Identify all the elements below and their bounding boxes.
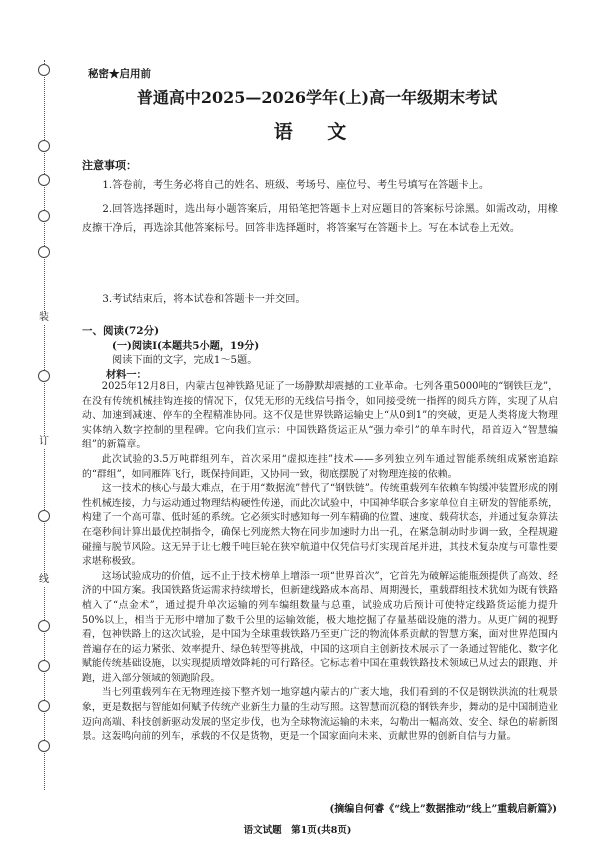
binding-label-xian: 线 <box>39 574 49 585</box>
article-paragraph: 当七列重载列车在无物理连接下整齐划一地穿越内蒙古的广袤大地，我们看到的不仅是钢铁洪流的壮观景象，更是数据与智能如何赋予传统产业新生力量的生动写照。这智慧而沉稳的钢铁奔步，舞动的是中国制造业迈向高端、科技创新驱动发展的坚定步伐，也为全球物流运输的未来，勾勒出一幅高效、安全、绿色的崭新图景。这轰鸣向前的列车，承载的不仅是货物，更是一个国家面向未来、贡献世界的创新自信与力量。 <box>82 687 558 743</box>
binding-hole <box>38 370 50 382</box>
reading-instruction: 阅读下面的文字，完成1～5题。 <box>112 355 258 366</box>
binding-hole <box>38 700 50 712</box>
binding-hole <box>38 740 50 752</box>
binding-margin <box>0 0 62 841</box>
article-body <box>82 380 558 745</box>
notice-item <box>82 176 558 195</box>
secret-mark: 秘密★启用前 <box>88 68 151 80</box>
notice-item <box>82 290 558 309</box>
subject-title: 语 文 <box>273 121 361 143</box>
binding-hole <box>38 246 50 258</box>
notice-heading: 注意事项： <box>82 159 137 172</box>
binding-hole <box>38 174 50 186</box>
article-paragraph: 2025年12月8日，内蒙古包神铁路见证了一场静默却震撼的工业革命。七列各重5000吨的“钢铁巨龙”，在没有传统机械挂钩连接的情况下，仅凭无形的无线信号指令，如同接受统一指挥的阅兵方阵，实现了从启动、加速到减速、停车的全程精准协同。这不仅是世界铁路运输史上“从0到1”的突破，更是人类将庞大物理实体纳入数字控制的里程碑。它向我们宣示：中国铁路货运正从“强力牵引”的单车时代，昂首迈入“智慧编组”的新篇章。 <box>82 381 558 451</box>
page-footer: 语文试题 第1页(共8页) <box>243 825 352 836</box>
notice-item-3: 3.考试结束后，将本试卷和答题卡一并交回。 <box>102 294 306 305</box>
binding-hole <box>38 140 50 152</box>
article-paragraph: 这场试验成功的价值，远不止于技术榜单上增添一项“世界首次”，它首先为破解运能瓶颈提供了高效、经济的中国方案。我国铁路货运需求持续增长，但新建线路成本高昂、周期漫长，重载群组技术犹如为既有铁路植入了“点金术”，通过提升单次运输的列车编组数量与总重，试验成功后预计可使特定线路货运能力提升50%以上，相当于无形中增加了数千公里的运输效能，极大地挖掘了存量基础设施的潜力。从更广阔的视野看，包神铁路上的这次试验，是中国为全球重载铁路乃至更广泛的物流体系贡献的智慧方案，面对世界范围内普遍存在的运力紧张、效率提升、绿色转型等挑战，中国的这项自主创新技术展示了一条通过智能化、数字化赋能传统基础设施，以实现提质增效降耗的可行路径。它标志着中国在重载铁路技术领域已从过去的跟跑、并跑，进入部分领域的领跑阶段。 <box>82 570 558 684</box>
exam-title: 普通高中2025—2026学年(上)高一年级期末考试 <box>136 88 498 107</box>
article-source: (摘编自何睿《“线上”数据推动“线上”重载启新篇》) <box>329 804 557 815</box>
material-label: 材料一： <box>106 369 147 381</box>
binding-hole <box>38 210 50 222</box>
sub-section-label: (一)阅读Ⅰ(本题共5小题，19分) <box>112 340 260 352</box>
binding-label-zhuang: 装 <box>39 312 49 323</box>
notice-item-1: 1.答卷前，考生务必将自己的姓名、班级、考场号、座位号、考生号填写在答题卡上。 <box>102 180 490 191</box>
article-paragraph: 这一技术的核心与最大难点，在于用“数据流”替代了“钢铁链”。传统重载列车依赖车钩缓冲装置形成的刚性机械连接，力与运动通过物理结构硬性传递，而此次试验中，中国神华联合多家单位自主研发的智能系统，构建了一个高可靠、低时延的系统。它必须实时感知每一列车精确的位置、速度、载荷状态，并通过复杂算法在毫秒间计算出最优控制指令，确保七列庞然大物在同步加速时力出一孔，在紧急制动时步调一致，全程规避碰撞与脱节风险。这无异于让七艘千吨巨轮在狭窄航道中仅凭信号灯实现首尾并进，其技术复杂度与可靠性要求堪称极致。 <box>82 483 558 568</box>
binding-label-ding: 订 <box>39 436 49 447</box>
binding-hole <box>38 660 50 672</box>
binding-hole <box>38 510 50 522</box>
binding-hole <box>38 620 50 632</box>
notice-item-2: 2.回答选择题时，选出每小题答案后，用铅笔把答题卡上对应题目的答案标号涂黑。如需改动，用橡皮擦干净后，再选涂其他答案标号。回答非选择题时，将答案写在答题卡上。写在本试卷上无效。 <box>82 204 558 234</box>
binding-hole <box>38 64 50 76</box>
part-label: 一、阅读(72分) <box>82 325 160 337</box>
article-paragraph: 此次试验的3.5万吨群组列车，首次采用“虚拟连挂”技术——多列独立列车通过智能系统组成紧密追踪的“群组”，如同雁阵飞行，既保持间距，又协同一致，彻底摆脱了对物理连接的依赖。 <box>82 453 558 480</box>
binding-dotted-line <box>44 60 45 790</box>
notice-item <box>82 200 558 238</box>
